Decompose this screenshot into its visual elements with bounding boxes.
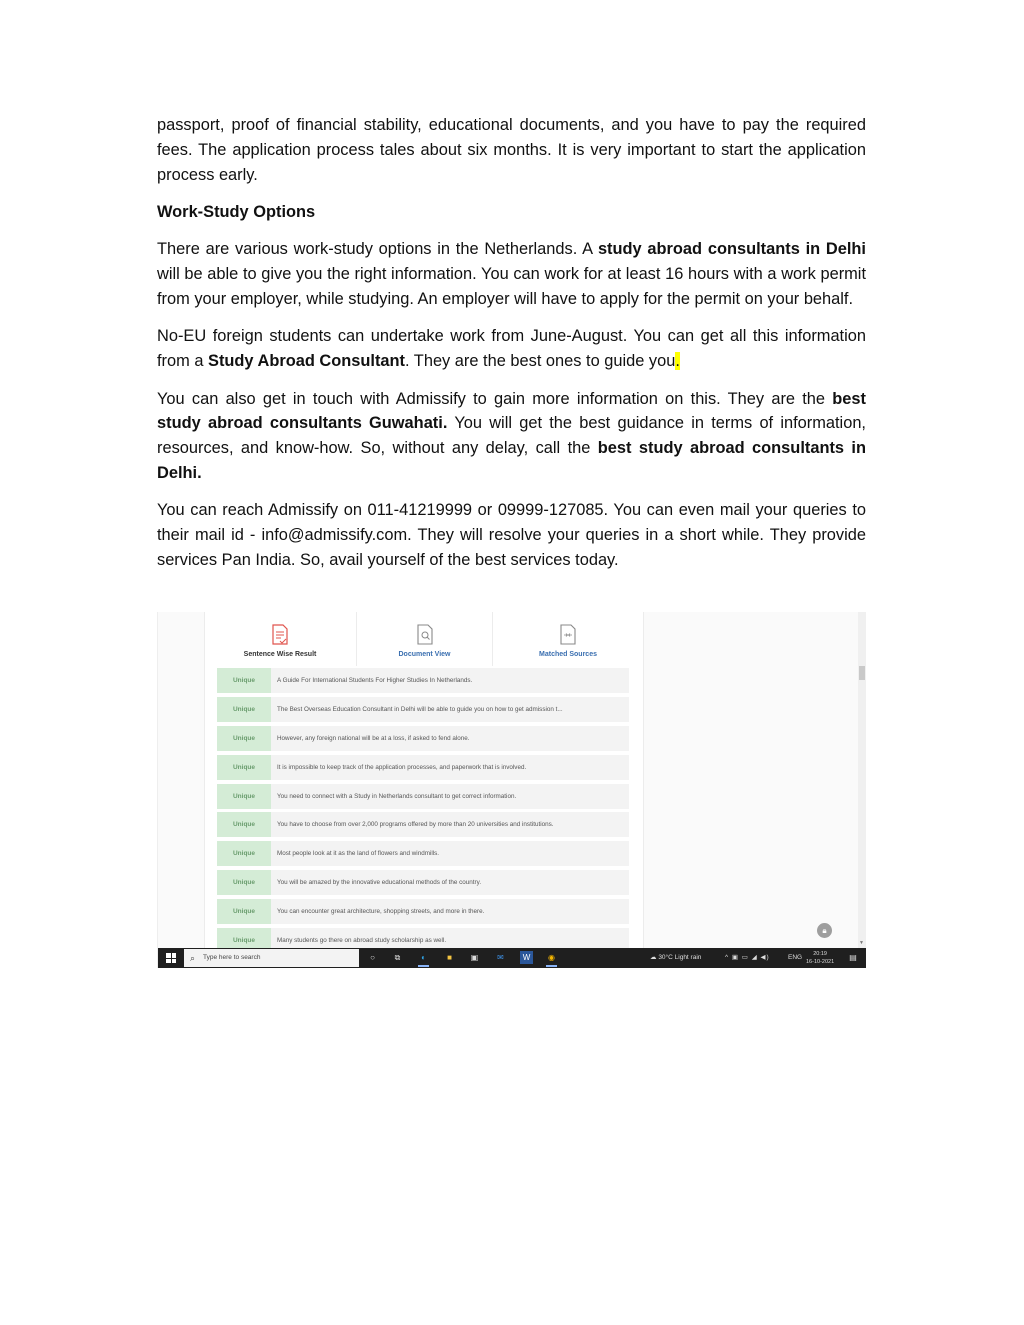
result-row[interactable] (217, 870, 629, 895)
matched-sources-icon (559, 624, 577, 645)
unique-badge: Unique (217, 697, 271, 722)
tab-label: Document View (398, 651, 451, 658)
paragraph-requirements: passport, proof of financial stability, educational documents, and you have to pay the required fees. The application process tales about six months. It is very important to start the application process early. (157, 116, 866, 184)
task-view-icon[interactable]: ⧉ (394, 953, 401, 962)
unique-badge: Unique (217, 784, 271, 809)
bold-keyword: best study abroad consultants Guwahati. (157, 389, 866, 433)
taskbar-search-input[interactable] (184, 949, 359, 967)
clock-date: 16-10-2021 (806, 959, 835, 965)
file-explorer-icon[interactable]: ■ (447, 953, 452, 962)
word-icon[interactable]: W (520, 951, 533, 964)
result-row[interactable] (217, 784, 629, 809)
paragraph-work-study (157, 237, 866, 311)
text-run: You will get the best guidance in terms of information, resources, and know-how. So, without any delay, call the (157, 414, 866, 458)
sentence-text: The Best Overseas Education Consultant in Delhi will be able to guide you on how to get admission t... (277, 705, 563, 713)
store-icon[interactable]: ▣ (470, 953, 479, 962)
unique-badge: Unique (217, 812, 271, 837)
bold-keyword: Study Abroad Consultant (208, 352, 405, 371)
unique-badge: Unique (217, 726, 271, 751)
unique-badge: Unique (217, 928, 271, 953)
unique-badge: Unique (217, 755, 271, 780)
scroll-thumb[interactable] (859, 666, 865, 680)
sentence-text: A Guide For International Students For Higher Studies In Netherlands. (277, 677, 473, 684)
sentence-result-list (217, 668, 629, 957)
sentence-text: Most people look at it as the land of flowers and windmills. (277, 850, 440, 858)
result-row[interactable] (217, 841, 629, 866)
sentence-text: It is impossible to keep track of the application processes, and paperwork that is involved. (277, 763, 527, 771)
text-run: There are various work-study options in the Netherlands. A (157, 240, 598, 259)
embedded-screenshot (157, 612, 866, 968)
paragraph-non-eu (157, 324, 866, 374)
tab-document-view[interactable] (356, 612, 492, 666)
clock-time: 20:19 (813, 951, 827, 957)
result-row[interactable] (217, 726, 629, 751)
paragraph-contact: You can reach Admissify on 011-41219999 or 09999-127085. You can even mail your queries to their mail id - info@admissify.com. They will resolve your queries in a short while. They provide services Pan India. So, avail yourself of the best services today. (157, 501, 866, 569)
plagiarism-results-panel (204, 612, 644, 948)
text-run: will be able to give you the right information. You can work for at least 16 hours with a work permit from your employer, while studying. An employer will have to apply for the permit on your behalf. (157, 265, 866, 308)
sentence-text: You need to connect with a Study in Netherlands consultant to get correct information. (277, 792, 517, 800)
sentence-text: You have to choose from over 2,000 programs offered by more than 20 universities and institutions. (277, 821, 554, 829)
search-icon: ⌕ (190, 953, 196, 963)
search-placeholder: Type here to search (203, 954, 261, 961)
bold-keyword: study abroad consultants in Delhi (597, 240, 866, 259)
text-run: No-EU foreign students can undertake work from June-August. You can get all this information from a (157, 327, 866, 371)
document-body (157, 113, 866, 585)
bold-keyword: best study abroad consultants in Delhi. (157, 439, 866, 482)
unique-badge: Unique (217, 899, 271, 924)
scroll-down-arrow-icon[interactable]: ▼ (859, 940, 864, 946)
report-icon (271, 624, 289, 645)
edge-browser-icon[interactable]: ◐ (417, 951, 430, 964)
sentence-text: However, any foreign national will be at a loss, if asked to fend alone. (277, 734, 470, 742)
unique-badge: Unique (217, 668, 271, 693)
tab-label: Matched Sources (539, 651, 597, 658)
weather-widget[interactable] (650, 948, 701, 968)
windows-start-icon[interactable] (166, 953, 176, 963)
text-run: . They are the best ones to guide you (405, 352, 676, 371)
result-row[interactable] (217, 899, 629, 924)
result-row[interactable] (217, 697, 629, 722)
tab-sentence-wise-result[interactable] (205, 612, 355, 666)
tab-label: Sentence Wise Result (243, 651, 317, 658)
chrome-icon[interactable]: ◉ (545, 951, 558, 964)
unique-badge: Unique (217, 841, 271, 866)
system-tray-icons[interactable]: ^ ▣ ▭ ◢ ◀) (725, 954, 770, 961)
result-tabs (205, 612, 643, 666)
unique-badge: Unique (217, 870, 271, 895)
weather-text: 30°C Light rain (658, 954, 702, 961)
taskbar-clock[interactable] (806, 950, 834, 966)
sentence-text: You can encounter great architecture, shopping streets, and more in there. (277, 908, 485, 916)
result-row[interactable] (217, 668, 629, 693)
lock-icon[interactable]: 🔒︎ (817, 923, 832, 938)
language-indicator[interactable]: ENG (788, 954, 803, 961)
sentence-text: Many students go there on abroad study scholarship as well. (277, 937, 447, 945)
result-row[interactable] (217, 812, 629, 837)
vertical-scrollbar[interactable] (858, 612, 866, 948)
cloud-icon: ☁ (650, 954, 657, 961)
paragraph-admissify (157, 387, 866, 486)
result-row[interactable] (217, 755, 629, 780)
heading-work-study: Work-Study Options (157, 202, 316, 221)
cortana-icon[interactable]: ○ (370, 953, 375, 962)
document-search-icon (416, 624, 434, 645)
tab-matched-sources[interactable] (492, 612, 643, 666)
mail-icon[interactable]: ✉ (497, 953, 504, 962)
notification-center-icon[interactable]: ▤ (849, 953, 857, 962)
sentence-text: You will be amazed by the innovative educational methods of the country. (277, 879, 482, 887)
text-run: You can also get in touch with Admissify to gain more information on this. They are the (157, 389, 833, 408)
highlighted-period: . (675, 352, 680, 371)
windows-taskbar (158, 948, 866, 968)
